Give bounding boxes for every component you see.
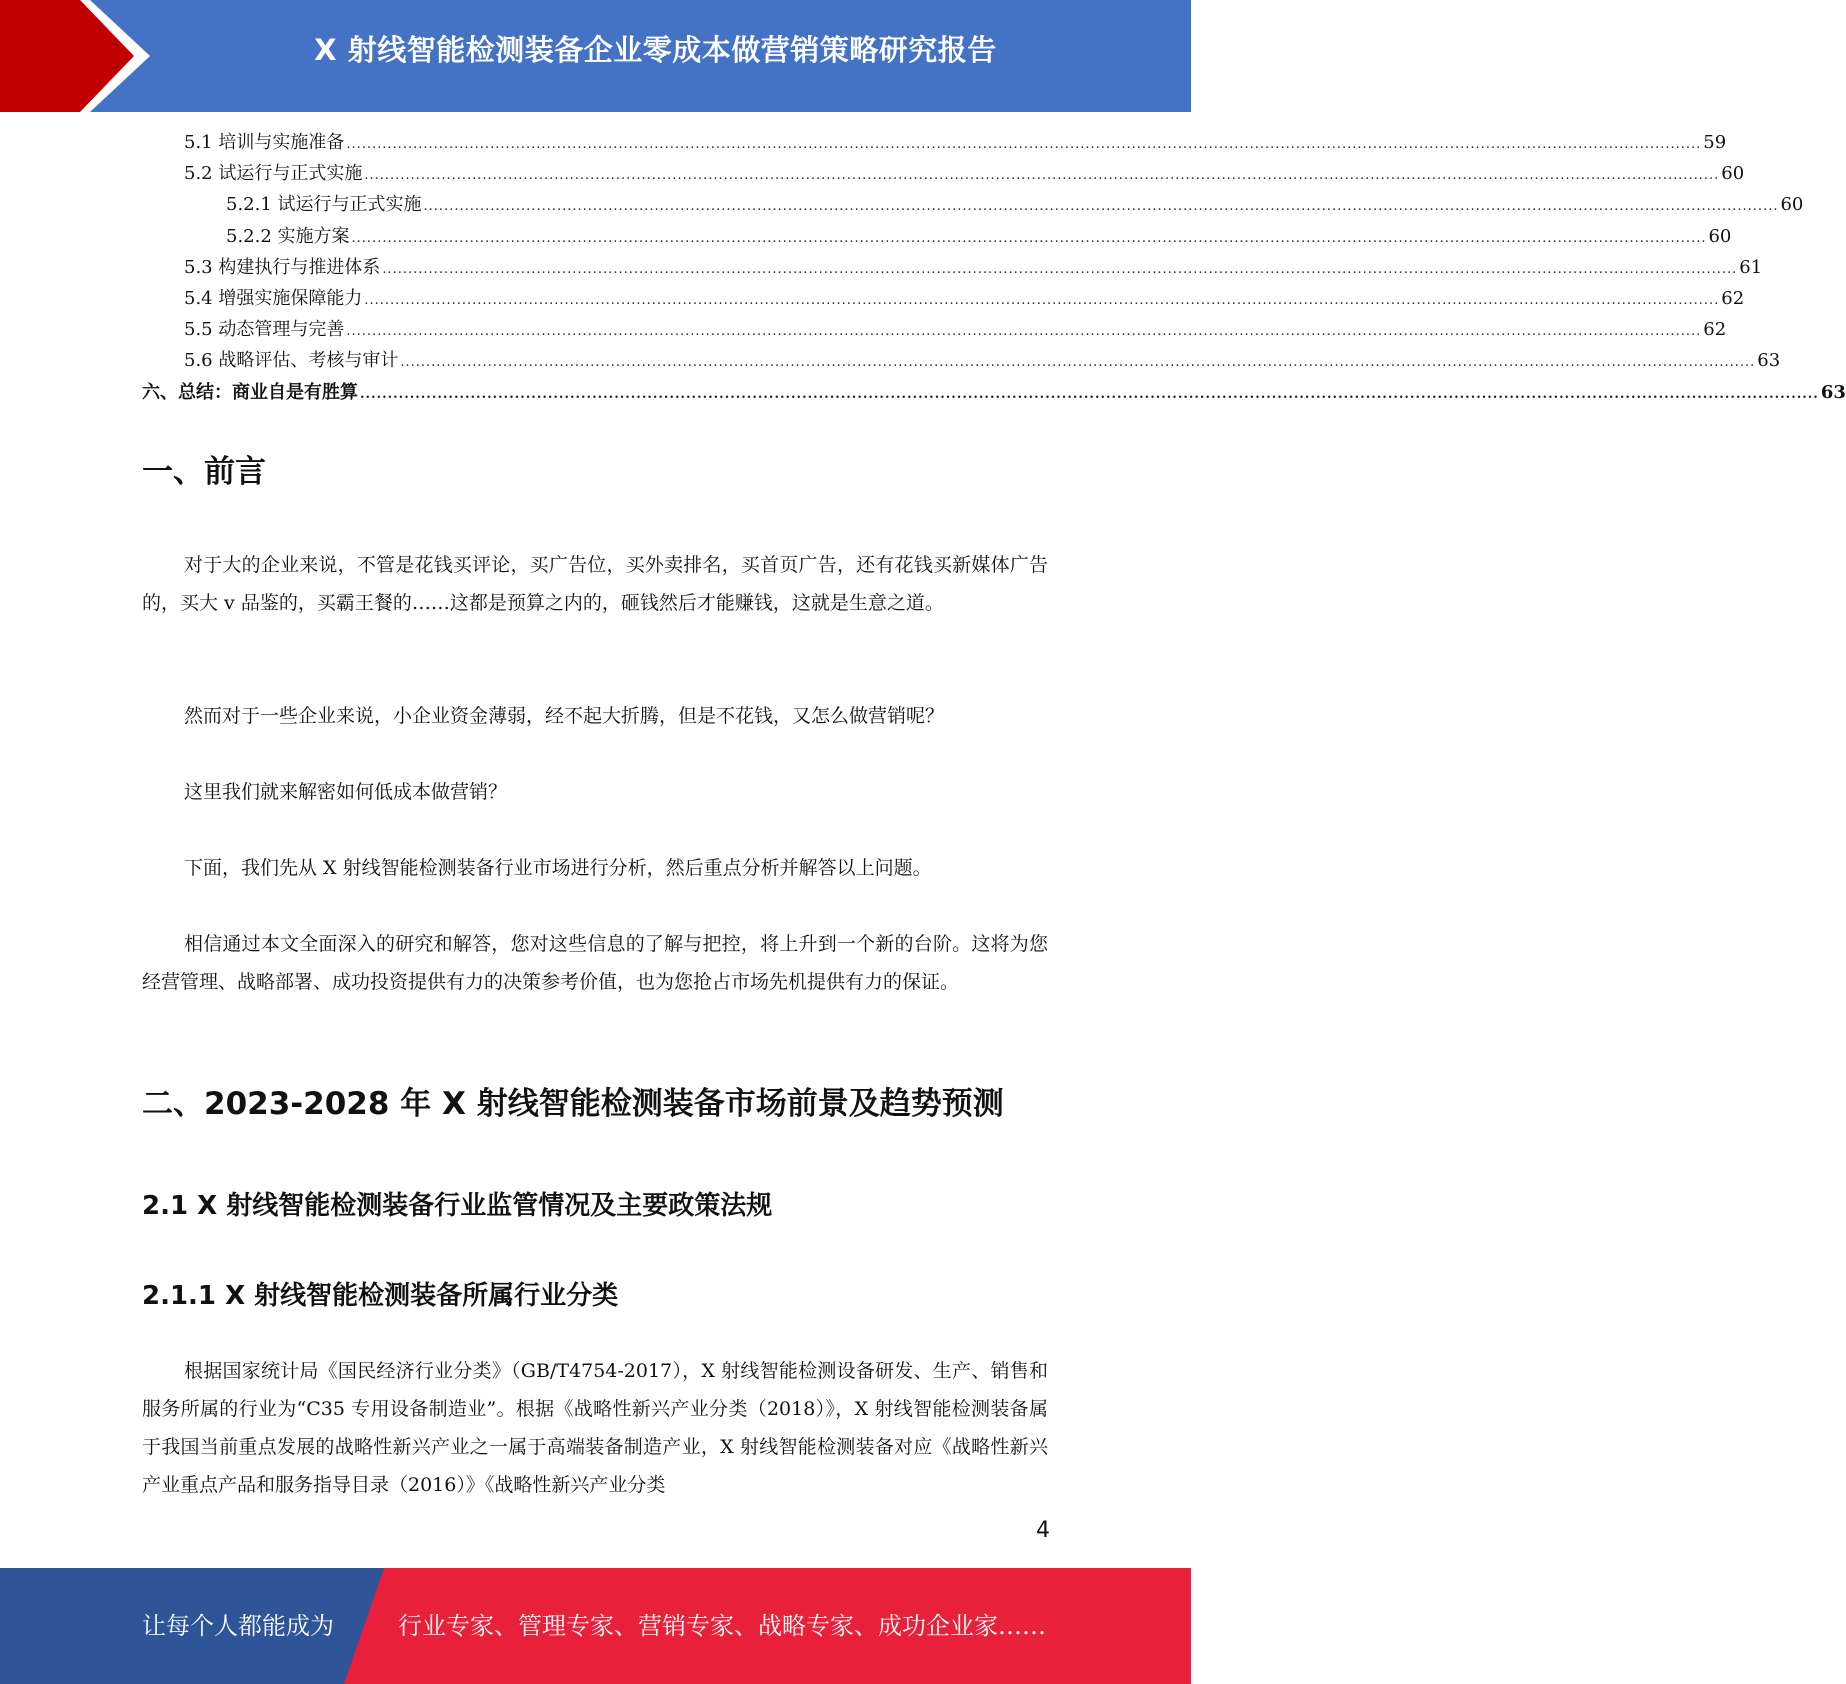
toc-page: 62 (1721, 287, 1745, 309)
toc-label: 5.2 试运行与正式实施 (184, 163, 363, 185)
toc-page: 60 (1708, 225, 1732, 247)
toc-page: 62 (1703, 319, 1727, 341)
footer-slogan-left: 让每个人都能成为 (142, 1612, 334, 1640)
toc-label: 5.6 战略评估、考核与审计 (184, 350, 399, 372)
toc-entry-chapter[interactable] (142, 378, 1846, 409)
header-banner (0, 0, 1191, 112)
toc-page: 63 (1757, 350, 1781, 372)
paragraph: 然而对于一些企业来说，小企业资金薄弱，经不起大折腾，但是不花钱，又怎么做营销呢？ (184, 705, 945, 727)
toc-label: 5.4 增强实施保障能力 (184, 287, 363, 309)
paragraph: 对于大的企业来说，不管是花钱买评论，买广告位，买外卖排名，买首页广告，还有花钱买新媒体广告的，买大 v 品鉴的，买霸王餐的……这都是预算之内的，砸钱然后才能赚钱，这就是生意之道。 (142, 554, 1048, 614)
page-number: 4 (1036, 1518, 1050, 1543)
toc-label: 5.5 动态管理与完善 (184, 319, 345, 341)
toc-leader: ........................................................................................................................................................................................................................................................................ (400, 355, 1756, 371)
toc-leader: ........................................................................................................................................................................................................................................................................ (364, 292, 1720, 308)
toc-page: 61 (1739, 256, 1763, 278)
paragraph: 相信通过本文全面深入的研究和解答，您对这些信息的了解与把控，将上升到一个新的台阶。这将为您经营管理、战略部署、成功投资提供有力的决策参考价值，也为您抢占市场先机提供有力的保证。 (142, 933, 1048, 993)
toc-entry[interactable] (142, 346, 1781, 377)
toc-page: 60 (1780, 194, 1804, 216)
toc-leader: ........................................................................................................................................................................................................................................................................ (423, 199, 1779, 215)
toc-page: 59 (1703, 132, 1727, 153)
footer-banner (0, 1568, 1191, 1684)
toc-leader: ........................................................................................................................................................................................................................................................................ (382, 261, 1738, 277)
toc-label: 5.3 构建执行与推进体系 (184, 256, 381, 278)
toc-entry[interactable] (142, 253, 1763, 284)
toc-label: 5.2.2 实施方案 (226, 225, 350, 247)
toc-entry[interactable] (142, 159, 1745, 190)
toc-page: 60 (1721, 163, 1745, 185)
footer-slogan-right: 行业专家、管理专家、营销专家、战略专家、成功企业家…… (398, 1612, 1046, 1640)
subsection-heading-regulation: 2.1 X 射线智能检测装备行业监管情况及主要政策法规 (142, 1191, 773, 1221)
report-title: X 射线智能检测装备企业零成本做营销策略研究报告 (314, 33, 997, 67)
toc-entry[interactable] (142, 190, 1804, 221)
section-heading-forecast: 二、2023-2028 年 X 射线智能检测装备市场前景及趋势预测 (142, 1086, 1004, 1122)
toc-leader: ........................................................................................................................................................................................................................................................................ (351, 230, 1707, 246)
toc-label: 六、总结：商业自是有胜算 (142, 381, 358, 403)
subsection-heading-classification: 2.1.1 X 射线智能检测装备所属行业分类 (142, 1281, 619, 1311)
table-of-contents (142, 128, 1846, 409)
toc-page: 63 (1820, 381, 1846, 403)
toc-leader: ........................................................................................................................................................................................................................................................................ (360, 386, 1819, 402)
toc-entry[interactable] (142, 284, 1745, 315)
toc-leader: ........................................................................................................................................................................................................................................................................ (346, 324, 1702, 340)
toc-leader: ........................................................................................................................................................................................................................................................................ (346, 137, 1702, 152)
toc-entry[interactable] (142, 222, 1732, 253)
toc-entry[interactable] (142, 315, 1727, 346)
toc-label: 5.1 培训与实施准备 (184, 132, 345, 153)
toc-entry[interactable] (142, 128, 1727, 159)
paragraph: 根据国家统计局《国民经济行业分类》（GB/T4754-2017），X 射线智能检测设备研发、生产、销售和服务所属的行业为“C35 专用设备制造业”。根据《战略性新兴产业分类（2018）》，X 射线智能检测装备属于我国当前重点发展的战略性新兴产业之一属于高端装备制造产业，X 射线智能检测装备对应《战略性新兴产业重点产品和服务指导目录（2016）》《战略性新兴产业分类 (142, 1360, 1048, 1496)
header-arrow-decoration (0, 0, 150, 112)
toc-label: 5.2.1 试运行与正式实施 (226, 194, 422, 216)
toc-leader: ........................................................................................................................................................................................................................................................................ (364, 168, 1720, 184)
paragraph: 下面，我们先从 X 射线智能检测装备行业市场进行分析，然后重点分析并解答以上问题。 (184, 857, 932, 879)
section-heading-preface: 一、前言 (142, 454, 266, 490)
paragraph: 这里我们就来解密如何低成本做营销？ (184, 781, 508, 803)
